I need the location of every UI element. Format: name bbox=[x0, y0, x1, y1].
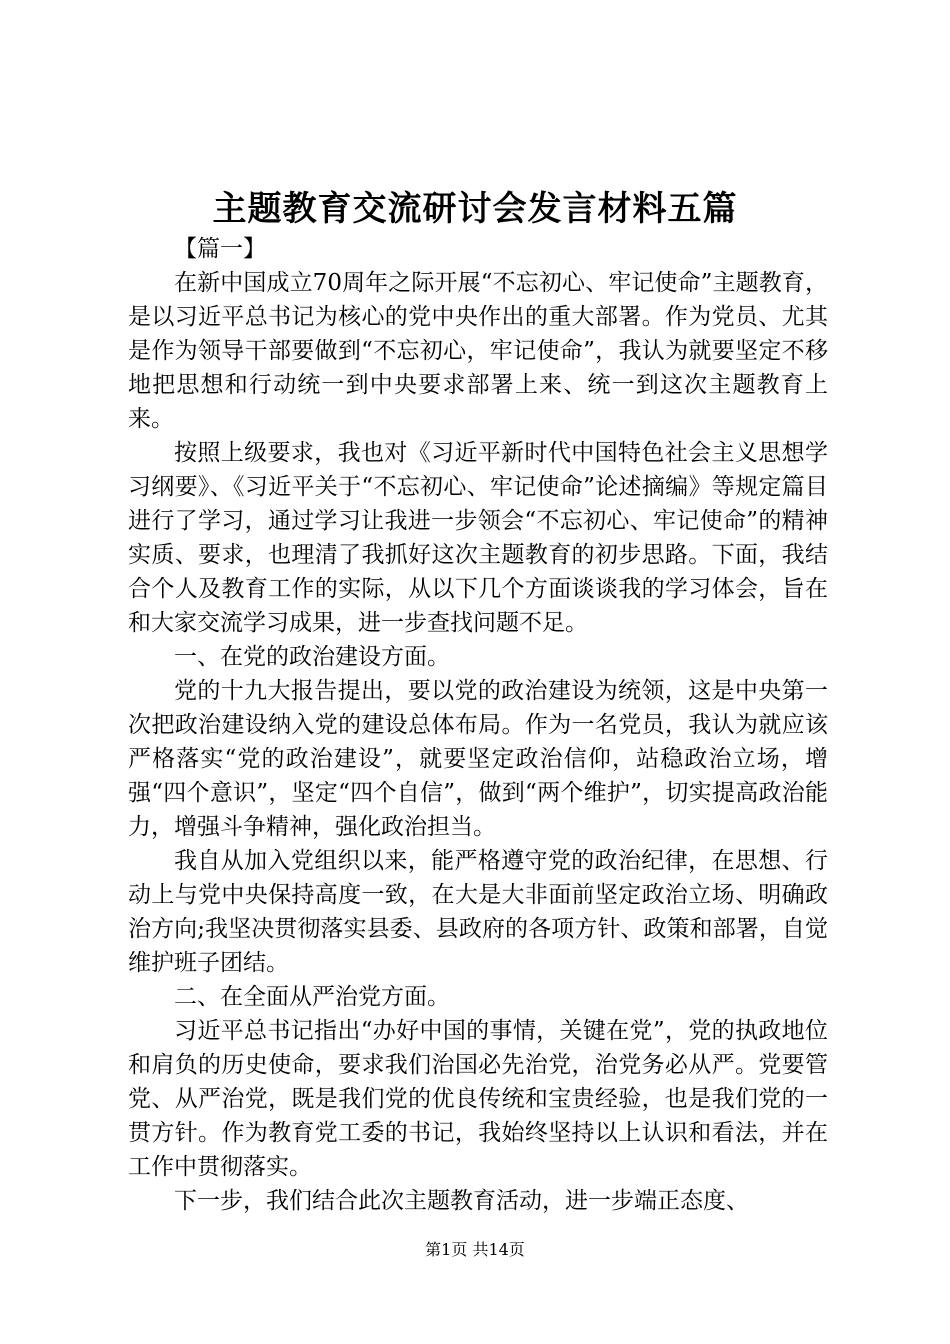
document-title: 主题教育交流研讨会发言材料五篇 bbox=[212, 189, 738, 229]
subheading: 一、在党的政治建设方面。 bbox=[174, 644, 450, 670]
document-body bbox=[128, 232, 828, 1218]
paragraph: 在新中国成立70周年之际开展“不忘初心、牢记使命”主题教育，是以习近平总书记为核心的党中央作出的重大部署。作为党员、尤其是作为领导干部要做到“不忘初心，牢记使命”，我认为就要坚定不移地把思想和行动统一到中央要求部署上来、统一到这次主题教育上来。 bbox=[128, 270, 828, 432]
paragraph: 我自从加入党组织以来，能严格遵守党的政治纪律，在思想、行动上与党中央保持高度一致，在大是大非面前坚定政治立场、明确政治方向;我坚决贯彻落实县委、县政府的各项方针、政策和部署，自觉维护班子团结。 bbox=[128, 848, 828, 976]
paragraph: 党的十九大报告提出，要以党的政治建设为统领，这是中央第一次把政治建设纳入党的建设总体布局。作为一名党员，我认为就应该严格落实“党的政治建设”，就要坚定政治信仰，站稳政治立场，增强“四个意识”，坚定“四个自信”，做到“两个维护”，切实提高政治能力，增强斗争精神，强化政治担当。 bbox=[128, 678, 828, 840]
paragraph: 习近平总书记指出“办好中国的事情，关键在党”，党的执政地位和肩负的历史使命，要求我们治国必先治党，治党务必从严。党要管党、从严治党，既是我们党的优良传统和宝贵经验，也是我们党的一贯方针。作为教育党工委的书记，我始终坚持以上认识和看法，并在工作中贯彻落实。 bbox=[128, 1018, 828, 1180]
section-heading: 【篇一】 bbox=[174, 236, 266, 262]
page-number-footer: 第1页 共14页 bbox=[425, 1240, 525, 1259]
subheading: 二、在全面从严治党方面。 bbox=[174, 984, 450, 1010]
paragraph: 按照上级要求，我也对《习近平新时代中国特色社会主义思想学习纲要》、《习近平关于“不忘初心、牢记使命”论述摘编》等规定篇目进行了学习，通过学习让我进一步领会“不忘初心、牢记使命”的精神实质、要求，也理清了我抓好这次主题教育的初步思路。下面，我结合个人及教育工作的实际，从以下几个方面谈谈我的学习体会，旨在和大家交流学习成果，进一步查找问题不足。 bbox=[128, 440, 828, 636]
paragraph: 下一步，我们结合此次主题教育活动，进一步端正态度、 bbox=[174, 1188, 749, 1214]
